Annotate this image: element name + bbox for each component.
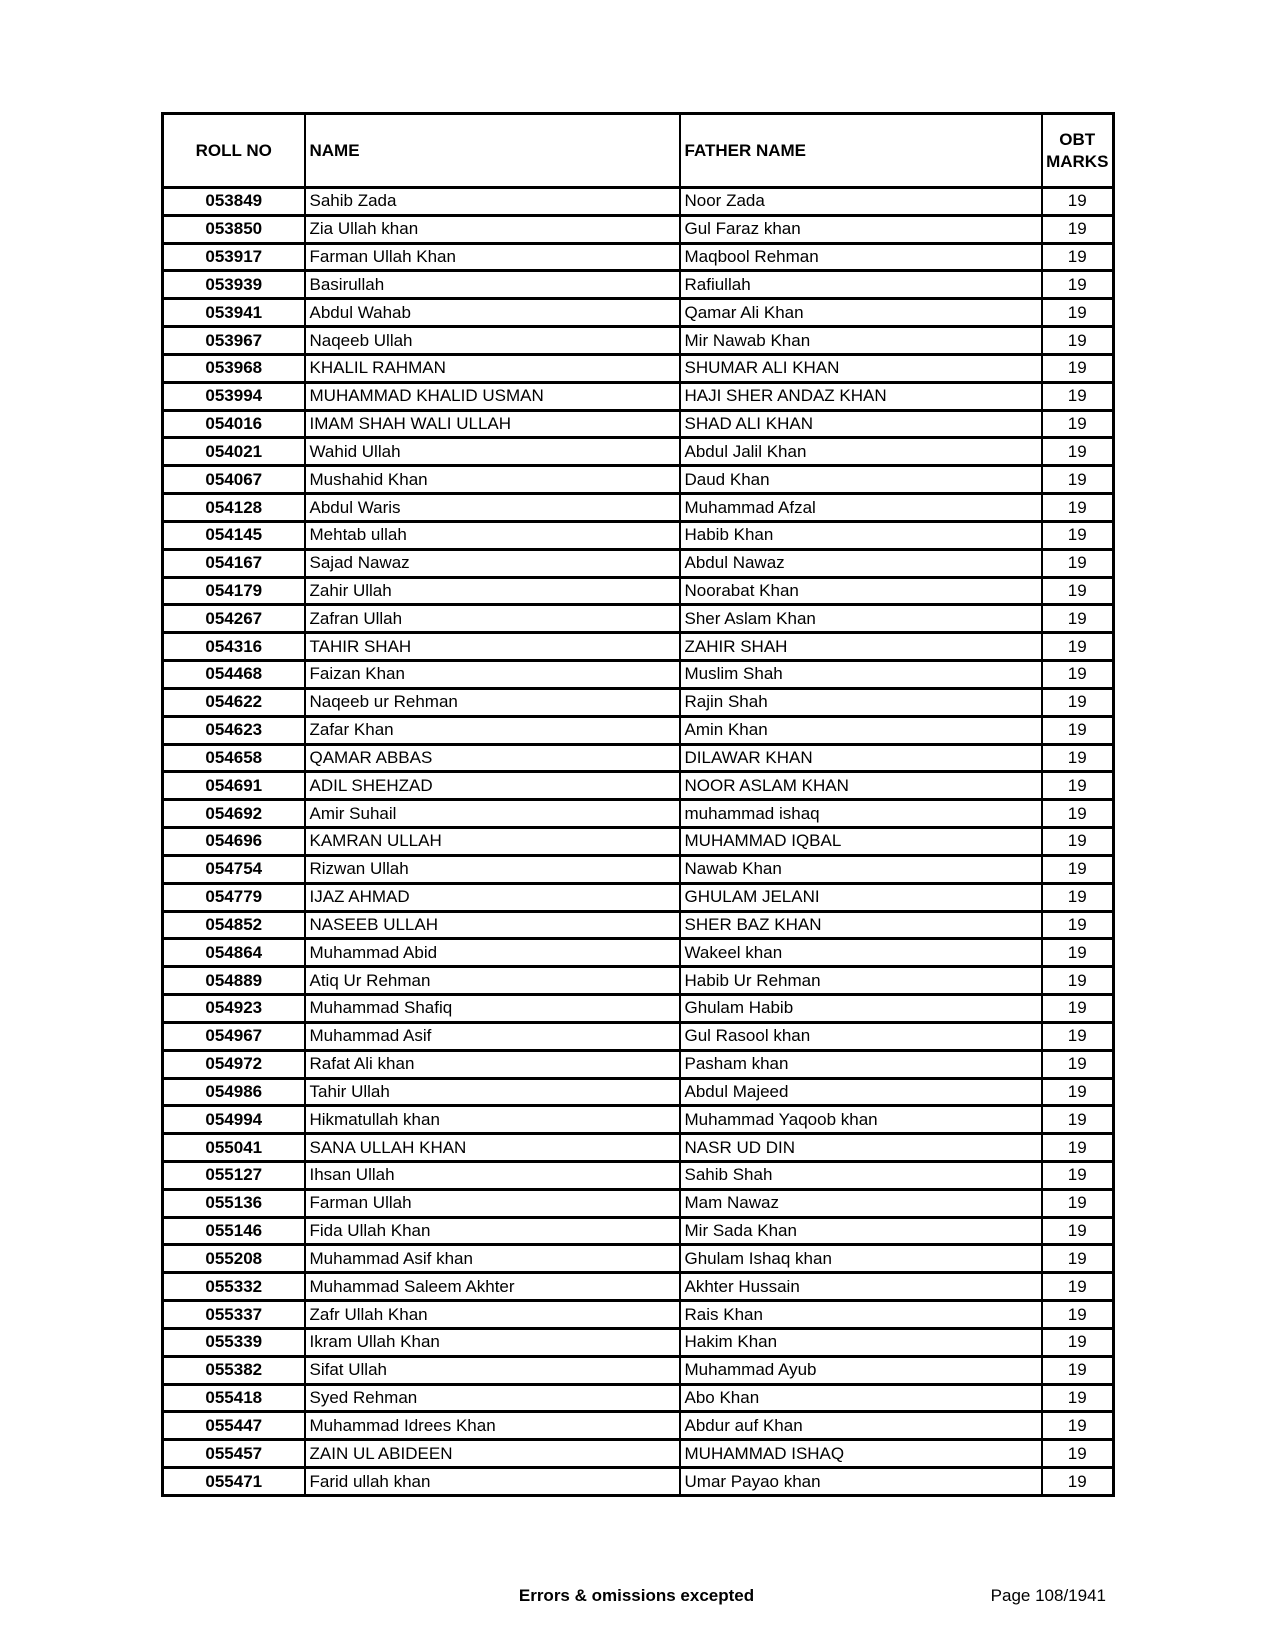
roll-no-cell: 055332 bbox=[163, 1273, 305, 1301]
roll-no-cell: 055382 bbox=[163, 1356, 305, 1384]
roll-no-cell: 054623 bbox=[163, 716, 305, 744]
roll-no-cell: 054658 bbox=[163, 744, 305, 772]
name-cell: Naqeeb ur Rehman bbox=[305, 688, 680, 716]
marks-cell: 19 bbox=[1042, 327, 1114, 355]
name-cell: Mehtab ullah bbox=[305, 521, 680, 549]
roll-no-cell: 054889 bbox=[163, 967, 305, 995]
marks-cell: 19 bbox=[1042, 354, 1114, 382]
table-row bbox=[163, 661, 1114, 689]
marks-cell: 19 bbox=[1042, 1245, 1114, 1273]
roll-no-cell: 054923 bbox=[163, 995, 305, 1023]
father-name-cell: MUHAMMAD IQBAL bbox=[680, 828, 1042, 856]
father-name-cell: Mam Nawaz bbox=[680, 1189, 1042, 1217]
table-row bbox=[163, 800, 1114, 828]
father-name-cell: ZAHIR SHAH bbox=[680, 633, 1042, 661]
table-row bbox=[163, 188, 1114, 216]
father-name-cell: MUHAMMAD ISHAQ bbox=[680, 1440, 1042, 1468]
father-name-cell: NASR UD DIN bbox=[680, 1134, 1042, 1162]
marks-cell: 19 bbox=[1042, 410, 1114, 438]
name-cell: Muhammad Asif khan bbox=[305, 1245, 680, 1273]
father-name-cell: Rafiullah bbox=[680, 271, 1042, 299]
roll-no-cell: 055208 bbox=[163, 1245, 305, 1273]
marks-cell: 19 bbox=[1042, 855, 1114, 883]
table-row bbox=[163, 215, 1114, 243]
marks-cell: 19 bbox=[1042, 1161, 1114, 1189]
roll-no-cell: 054986 bbox=[163, 1078, 305, 1106]
marks-cell: 19 bbox=[1042, 772, 1114, 800]
roll-no-cell: 055136 bbox=[163, 1189, 305, 1217]
marks-cell: 19 bbox=[1042, 1468, 1114, 1496]
name-cell: IMAM SHAH WALI ULLAH bbox=[305, 410, 680, 438]
roll-no-cell: 054779 bbox=[163, 883, 305, 911]
marks-cell: 19 bbox=[1042, 939, 1114, 967]
marks-cell: 19 bbox=[1042, 800, 1114, 828]
roll-no-cell: 054179 bbox=[163, 577, 305, 605]
roll-no-cell: 055418 bbox=[163, 1384, 305, 1412]
table-row bbox=[163, 1078, 1114, 1106]
table-row bbox=[163, 1412, 1114, 1440]
table-row bbox=[163, 1134, 1114, 1162]
marks-cell: 19 bbox=[1042, 382, 1114, 410]
roll-no-cell: 055471 bbox=[163, 1468, 305, 1496]
name-cell: KHALIL RAHMAN bbox=[305, 354, 680, 382]
name-cell: Rizwan Ullah bbox=[305, 855, 680, 883]
roll-no-cell: 055041 bbox=[163, 1134, 305, 1162]
marks-cell: 19 bbox=[1042, 1050, 1114, 1078]
name-cell: Amir Suhail bbox=[305, 800, 680, 828]
roll-no-cell: 054468 bbox=[163, 661, 305, 689]
father-name-cell: Maqbool Rehman bbox=[680, 243, 1042, 271]
marks-cell: 19 bbox=[1042, 1134, 1114, 1162]
father-name-cell: Amin Khan bbox=[680, 716, 1042, 744]
table-row bbox=[163, 1022, 1114, 1050]
name-cell: ADIL SHEHZAD bbox=[305, 772, 680, 800]
roll-no-cell: 054754 bbox=[163, 855, 305, 883]
roll-no-cell: 054067 bbox=[163, 466, 305, 494]
table-row bbox=[163, 1440, 1114, 1468]
father-name-cell: GHULAM JELANI bbox=[680, 883, 1042, 911]
name-cell: Farman Ullah bbox=[305, 1189, 680, 1217]
father-name-cell: Daud Khan bbox=[680, 466, 1042, 494]
marks-cell: 19 bbox=[1042, 1189, 1114, 1217]
name-cell: Hikmatullah khan bbox=[305, 1106, 680, 1134]
table-row bbox=[163, 995, 1114, 1023]
name-cell: Sifat Ullah bbox=[305, 1356, 680, 1384]
father-name-cell: Umar Payao khan bbox=[680, 1468, 1042, 1496]
marks-cell: 19 bbox=[1042, 1022, 1114, 1050]
father-name-cell: SHER BAZ KHAN bbox=[680, 911, 1042, 939]
father-name-cell: Wakeel khan bbox=[680, 939, 1042, 967]
table-header-row bbox=[163, 114, 1114, 188]
marks-cell: 19 bbox=[1042, 1106, 1114, 1134]
marks-cell: 19 bbox=[1042, 466, 1114, 494]
table-row bbox=[163, 271, 1114, 299]
marks-cell: 19 bbox=[1042, 1273, 1114, 1301]
father-name-cell: Hakim Khan bbox=[680, 1328, 1042, 1356]
roll-no-cell: 055339 bbox=[163, 1328, 305, 1356]
table-row bbox=[163, 1161, 1114, 1189]
marks-cell: 19 bbox=[1042, 1412, 1114, 1440]
father-name-cell: Akhter Hussain bbox=[680, 1273, 1042, 1301]
table-row bbox=[163, 1106, 1114, 1134]
name-cell: Wahid Ullah bbox=[305, 438, 680, 466]
father-name-cell: Muhammad Yaqoob khan bbox=[680, 1106, 1042, 1134]
roll-no-cell: 054622 bbox=[163, 688, 305, 716]
marks-cell: 19 bbox=[1042, 1217, 1114, 1245]
marks-cell: 19 bbox=[1042, 1356, 1114, 1384]
marks-cell: 19 bbox=[1042, 716, 1114, 744]
name-cell: TAHIR SHAH bbox=[305, 633, 680, 661]
father-name-cell: Muhammad Afzal bbox=[680, 494, 1042, 522]
name-cell: Farid ullah khan bbox=[305, 1468, 680, 1496]
table-row bbox=[163, 716, 1114, 744]
marks-cell: 19 bbox=[1042, 271, 1114, 299]
table-row bbox=[163, 939, 1114, 967]
header-father-name: FATHER NAME bbox=[680, 114, 1042, 188]
name-cell: QAMAR ABBAS bbox=[305, 744, 680, 772]
marks-cell: 19 bbox=[1042, 1328, 1114, 1356]
father-name-cell: Gul Faraz khan bbox=[680, 215, 1042, 243]
father-name-cell: muhammad ishaq bbox=[680, 800, 1042, 828]
name-cell: IJAZ AHMAD bbox=[305, 883, 680, 911]
name-cell: Muhammad Idrees Khan bbox=[305, 1412, 680, 1440]
table-row bbox=[163, 577, 1114, 605]
roll-no-cell: 053849 bbox=[163, 188, 305, 216]
roll-no-cell: 053850 bbox=[163, 215, 305, 243]
roll-no-cell: 054167 bbox=[163, 549, 305, 577]
roll-no-cell: 053967 bbox=[163, 327, 305, 355]
header-obt-marks: OBT MARKS bbox=[1042, 114, 1114, 188]
table-row bbox=[163, 967, 1114, 995]
roll-no-cell: 054972 bbox=[163, 1050, 305, 1078]
table-row bbox=[163, 1356, 1114, 1384]
name-cell: NASEEB ULLAH bbox=[305, 911, 680, 939]
table-row bbox=[163, 1245, 1114, 1273]
father-name-cell: Mir Nawab Khan bbox=[680, 327, 1042, 355]
name-cell: Syed Rehman bbox=[305, 1384, 680, 1412]
page-footer bbox=[161, 1586, 1112, 1610]
table-row bbox=[163, 354, 1114, 382]
roll-no-cell: 053917 bbox=[163, 243, 305, 271]
header-roll-no: ROLL NO bbox=[163, 114, 305, 188]
name-cell: Sahib Zada bbox=[305, 188, 680, 216]
father-name-cell: Abdul Nawaz bbox=[680, 549, 1042, 577]
marks-cell: 19 bbox=[1042, 549, 1114, 577]
roll-no-cell: 055127 bbox=[163, 1161, 305, 1189]
name-cell: KAMRAN ULLAH bbox=[305, 828, 680, 856]
father-name-cell: DILAWAR KHAN bbox=[680, 744, 1042, 772]
table-row bbox=[163, 1468, 1114, 1496]
marks-cell: 19 bbox=[1042, 438, 1114, 466]
roll-no-cell: 055447 bbox=[163, 1412, 305, 1440]
marks-cell: 19 bbox=[1042, 967, 1114, 995]
marks-cell: 19 bbox=[1042, 1384, 1114, 1412]
name-cell: Sajad Nawaz bbox=[305, 549, 680, 577]
name-cell: Faizan Khan bbox=[305, 661, 680, 689]
name-cell: ZAIN UL ABIDEEN bbox=[305, 1440, 680, 1468]
footer-note: Errors & omissions excepted bbox=[518, 1586, 755, 1605]
name-cell: Basirullah bbox=[305, 271, 680, 299]
table-row bbox=[163, 438, 1114, 466]
marks-cell: 19 bbox=[1042, 661, 1114, 689]
roll-no-cell: 055337 bbox=[163, 1301, 305, 1329]
name-cell: Muhammad Saleem Akhter bbox=[305, 1273, 680, 1301]
roll-no-cell: 054128 bbox=[163, 494, 305, 522]
table-row bbox=[163, 1273, 1114, 1301]
roll-no-cell: 054267 bbox=[163, 605, 305, 633]
roll-no-cell: 054691 bbox=[163, 772, 305, 800]
table-row bbox=[163, 494, 1114, 522]
father-name-cell: Rais Khan bbox=[680, 1301, 1042, 1329]
name-cell: Rafat Ali khan bbox=[305, 1050, 680, 1078]
name-cell: Abdul Wahab bbox=[305, 299, 680, 327]
name-cell: Muhammad Asif bbox=[305, 1022, 680, 1050]
roll-no-cell: 054021 bbox=[163, 438, 305, 466]
table-row bbox=[163, 466, 1114, 494]
father-name-cell: HAJI SHER ANDAZ KHAN bbox=[680, 382, 1042, 410]
marks-cell: 19 bbox=[1042, 299, 1114, 327]
father-name-cell: NOOR ASLAM KHAN bbox=[680, 772, 1042, 800]
table-row bbox=[163, 1217, 1114, 1245]
roll-no-cell: 053994 bbox=[163, 382, 305, 410]
roll-no-cell: 053939 bbox=[163, 271, 305, 299]
name-cell: Muhammad Abid bbox=[305, 939, 680, 967]
father-name-cell: Sahib Shah bbox=[680, 1161, 1042, 1189]
name-cell: MUHAMMAD KHALID USMAN bbox=[305, 382, 680, 410]
father-name-cell: Abdul Majeed bbox=[680, 1078, 1042, 1106]
name-cell: Zafran Ullah bbox=[305, 605, 680, 633]
table-row bbox=[163, 605, 1114, 633]
marks-cell: 19 bbox=[1042, 995, 1114, 1023]
table-row bbox=[163, 772, 1114, 800]
header-name: NAME bbox=[305, 114, 680, 188]
father-name-cell: Muhammad Ayub bbox=[680, 1356, 1042, 1384]
name-cell: Naqeeb Ullah bbox=[305, 327, 680, 355]
marks-cell: 19 bbox=[1042, 521, 1114, 549]
roll-no-cell: 054696 bbox=[163, 828, 305, 856]
name-cell: Zafr Ullah Khan bbox=[305, 1301, 680, 1329]
father-name-cell: Gul Rasool khan bbox=[680, 1022, 1042, 1050]
father-name-cell: Habib Ur Rehman bbox=[680, 967, 1042, 995]
table-row bbox=[163, 828, 1114, 856]
father-name-cell: Noor Zada bbox=[680, 188, 1042, 216]
table-row bbox=[163, 744, 1114, 772]
name-cell: Zahir Ullah bbox=[305, 577, 680, 605]
marks-cell: 19 bbox=[1042, 1301, 1114, 1329]
table-row bbox=[163, 1189, 1114, 1217]
roll-no-cell: 054994 bbox=[163, 1106, 305, 1134]
table-row bbox=[163, 633, 1114, 661]
father-name-cell: Nawab Khan bbox=[680, 855, 1042, 883]
father-name-cell: Sher Aslam Khan bbox=[680, 605, 1042, 633]
roll-no-cell: 054967 bbox=[163, 1022, 305, 1050]
table-row bbox=[163, 1328, 1114, 1356]
marks-cell: 19 bbox=[1042, 215, 1114, 243]
name-cell: Tahir Ullah bbox=[305, 1078, 680, 1106]
table-row bbox=[163, 521, 1114, 549]
table-row bbox=[163, 382, 1114, 410]
table-row bbox=[163, 299, 1114, 327]
name-cell: Zafar Khan bbox=[305, 716, 680, 744]
roll-no-cell: 054316 bbox=[163, 633, 305, 661]
roll-no-cell: 054852 bbox=[163, 911, 305, 939]
marks-cell: 19 bbox=[1042, 188, 1114, 216]
table-row bbox=[163, 410, 1114, 438]
roll-no-cell: 053941 bbox=[163, 299, 305, 327]
marks-cell: 19 bbox=[1042, 744, 1114, 772]
father-name-cell: Habib Khan bbox=[680, 521, 1042, 549]
marks-cell: 19 bbox=[1042, 577, 1114, 605]
name-cell: Fida Ullah Khan bbox=[305, 1217, 680, 1245]
father-name-cell: Ghulam Ishaq khan bbox=[680, 1245, 1042, 1273]
marks-cell: 19 bbox=[1042, 494, 1114, 522]
marks-cell: 19 bbox=[1042, 605, 1114, 633]
marks-cell: 19 bbox=[1042, 243, 1114, 271]
table-row bbox=[163, 883, 1114, 911]
father-name-cell: Pasham khan bbox=[680, 1050, 1042, 1078]
table-row bbox=[163, 688, 1114, 716]
results-table bbox=[161, 112, 1115, 1497]
roll-no-cell: 054016 bbox=[163, 410, 305, 438]
name-cell: Farman Ullah Khan bbox=[305, 243, 680, 271]
father-name-cell: Ghulam Habib bbox=[680, 995, 1042, 1023]
table-row bbox=[163, 243, 1114, 271]
name-cell: Abdul Waris bbox=[305, 494, 680, 522]
marks-cell: 19 bbox=[1042, 1078, 1114, 1106]
roll-no-cell: 054864 bbox=[163, 939, 305, 967]
marks-cell: 19 bbox=[1042, 633, 1114, 661]
marks-cell: 19 bbox=[1042, 883, 1114, 911]
father-name-cell: Abo Khan bbox=[680, 1384, 1042, 1412]
father-name-cell: Rajin Shah bbox=[680, 688, 1042, 716]
roll-no-cell: 054145 bbox=[163, 521, 305, 549]
marks-cell: 19 bbox=[1042, 828, 1114, 856]
father-name-cell: Noorabat Khan bbox=[680, 577, 1042, 605]
roll-no-cell: 055146 bbox=[163, 1217, 305, 1245]
marks-cell: 19 bbox=[1042, 688, 1114, 716]
name-cell: Zia Ullah khan bbox=[305, 215, 680, 243]
marks-cell: 19 bbox=[1042, 911, 1114, 939]
name-cell: Muhammad Shafiq bbox=[305, 995, 680, 1023]
father-name-cell: Abdul Jalil Khan bbox=[680, 438, 1042, 466]
name-cell: Ihsan Ullah bbox=[305, 1161, 680, 1189]
father-name-cell: Muslim Shah bbox=[680, 661, 1042, 689]
page-number: Page 108/1941 bbox=[990, 1586, 1106, 1605]
table-row bbox=[163, 855, 1114, 883]
table-row bbox=[163, 549, 1114, 577]
table-row bbox=[163, 1050, 1114, 1078]
table-row bbox=[163, 911, 1114, 939]
roll-no-cell: 054692 bbox=[163, 800, 305, 828]
father-name-cell: SHUMAR ALI KHAN bbox=[680, 354, 1042, 382]
father-name-cell: Mir Sada Khan bbox=[680, 1217, 1042, 1245]
father-name-cell: Qamar Ali Khan bbox=[680, 299, 1042, 327]
name-cell: SANA ULLAH KHAN bbox=[305, 1134, 680, 1162]
table-row bbox=[163, 327, 1114, 355]
marks-cell: 19 bbox=[1042, 1440, 1114, 1468]
name-cell: Atiq Ur Rehman bbox=[305, 967, 680, 995]
father-name-cell: Abdur auf Khan bbox=[680, 1412, 1042, 1440]
roll-no-cell: 055457 bbox=[163, 1440, 305, 1468]
roll-no-cell: 053968 bbox=[163, 354, 305, 382]
name-cell: Mushahid Khan bbox=[305, 466, 680, 494]
table-row bbox=[163, 1301, 1114, 1329]
name-cell: Ikram Ullah Khan bbox=[305, 1328, 680, 1356]
father-name-cell: SHAD ALI KHAN bbox=[680, 410, 1042, 438]
table-row bbox=[163, 1384, 1114, 1412]
